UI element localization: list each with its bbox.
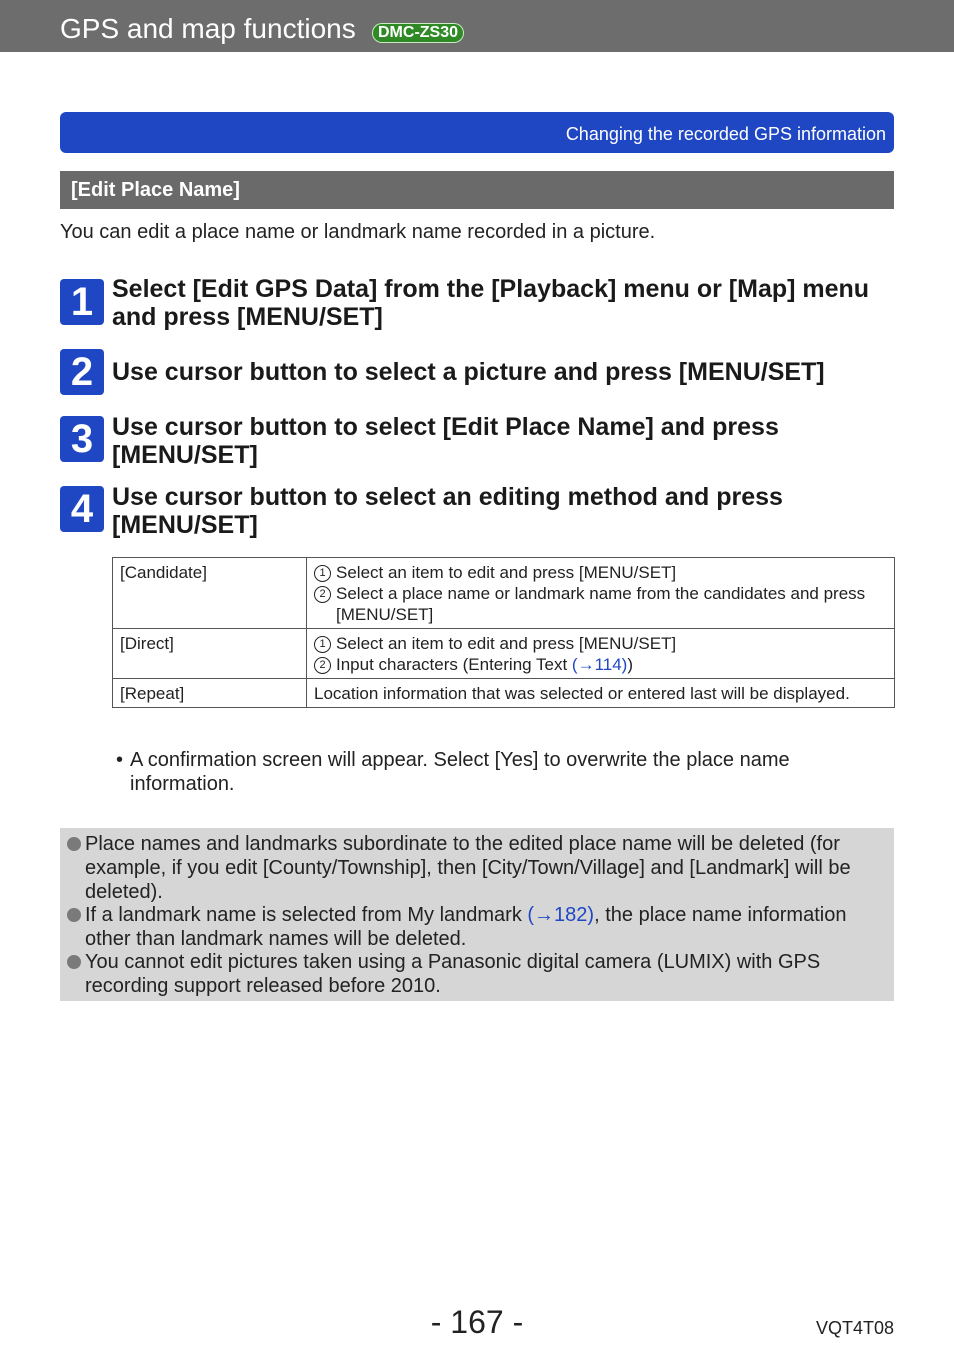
page-reference-link[interactable]: (→114) [571,655,628,674]
note-item [67,832,892,904]
note-text: Place names and landmarks subordinate to the edited place name will be deleted (for example, if you edit [County/Township], then [City/Town/Village] and [Landmark] will be deleted). [85,833,851,903]
circled-number-1: 1 [314,636,331,653]
item-text: Select an item to edit and press [MENU/SET] [336,563,677,582]
note-text-prefix: If a landmark name is selected from My landmark [85,904,528,926]
step-3-number: 3 [60,416,104,462]
subheader-bar [60,112,894,153]
item-text [336,654,633,675]
step-4-number: 4 [60,486,104,532]
header-title: GPS and map functions [60,13,356,44]
page-reference-link[interactable]: (→182) [527,904,595,926]
note-text-suffix: , the place name information other than landmark names will be deleted. [85,904,847,950]
method-description: Location information that was selected or entered last will be displayed. [307,679,895,708]
confirmation-note [116,748,856,796]
model-badge: DMC-ZS30 [372,23,464,43]
item-text: Select a place name or landmark name from the candidates and press [MENU/SET] [336,584,866,624]
section-intro: You can edit a place name or landmark name recorded in a picture. [60,221,656,243]
section-title: [Edit Place Name] [71,179,240,201]
step-1-number: 1 [60,279,104,325]
bullet-dot-icon [67,955,81,969]
method-description [307,558,895,629]
circled-number-1: 1 [314,565,331,582]
step-4-text: Use cursor button to select an editing method and press [MENU/SET] [112,483,783,539]
table-row [113,558,895,629]
method-name: [Direct] [113,629,307,679]
method-description [307,629,895,679]
note-item [67,903,892,951]
bullet-marker: • [116,749,124,771]
method-name: [Repeat] [113,679,307,708]
note-text [85,903,892,951]
item-text: Select an item to edit and press [MENU/SET] [336,634,677,653]
editing-method-table [112,557,895,708]
page-number: - 167 - [430,1304,524,1340]
note-text: You cannot edit pictures taken using a Panasonic digital camera (LUMIX) with GPS recording support released before 2010. [85,951,821,997]
list-item [314,562,887,583]
section-heading [60,171,894,209]
method-name: [Candidate] [113,558,307,629]
list-item [314,654,887,675]
notes-box [60,828,894,1001]
item-text-prefix: Input characters (Entering Text [336,655,572,674]
item-text-suffix: ) [627,655,634,674]
subheader-label: Changing the recorded GPS information [565,124,886,144]
list-item [314,633,887,654]
step-2-number: 2 [60,349,104,395]
table-row [113,679,895,708]
note-item [67,950,892,998]
confirmation-text: A confirmation screen will appear. Select [Yes] to overwrite the place name information. [130,749,790,795]
bullet-dot-icon [67,908,81,922]
document-code: VQT4T08 [815,1318,894,1338]
step-3-text: Use cursor button to select [Edit Place Name] and press [MENU/SET] [112,413,779,469]
page-header [0,0,954,52]
bullet-dot-icon [67,837,81,851]
list-item [314,583,887,625]
circled-number-2: 2 [314,657,331,674]
circled-number-2: 2 [314,586,331,603]
step-2-text: Use cursor button to select a picture and press [MENU/SET] [112,358,825,386]
table-row [113,629,895,679]
step-1-text: Select [Edit GPS Data] from the [Playback] menu or [Map] menu and press [MENU/SET] [112,275,870,331]
